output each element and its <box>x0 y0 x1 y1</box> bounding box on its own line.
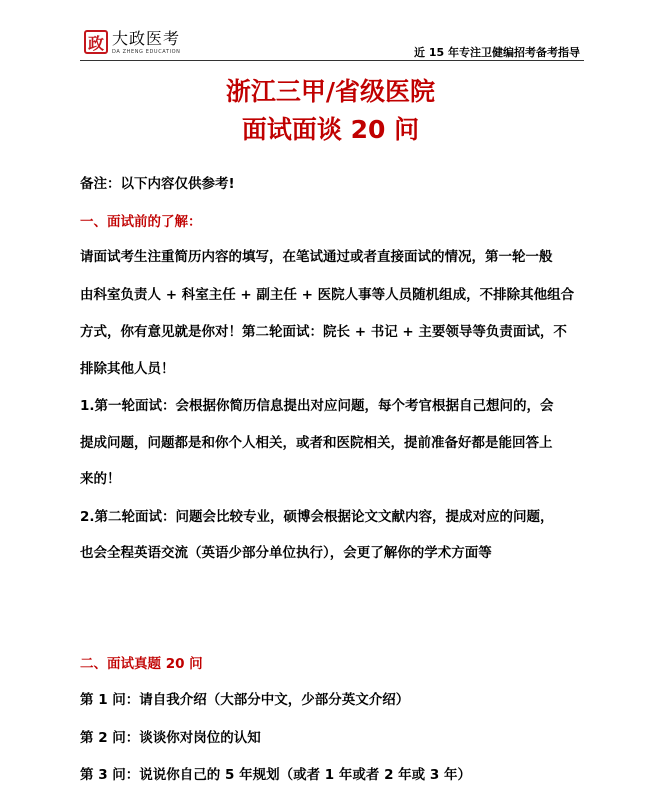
question-1: 第 1 问：请自我介绍（大部分中文，少部分英文介绍） <box>80 692 410 708</box>
document-subtitle: 面试面谈 20 问 <box>241 115 420 144</box>
paragraph-3-line-2: 也会全程英语交流（英语少部分单位执行），会更了解你的学术方面等 <box>80 545 492 561</box>
paragraph-2-line-1: 1.第一轮面试：会根据你简历信息提出对应问题，每个考官根据自己想问的，会 <box>80 398 554 414</box>
logo-mark-icon: 政 <box>84 30 108 54</box>
note-text: 备注：以下内容仅供参考! <box>80 176 235 192</box>
logo-text <box>112 30 181 56</box>
document-title: 浙江三甲/省级医院 <box>225 77 436 106</box>
paragraph-2-line-2: 提成问题，问题都是和你个人相关，或者和医院相关，提前准备好都是能回答上 <box>80 435 553 451</box>
section-heading-2: 二、面试真题 20 问 <box>80 656 203 672</box>
paragraph-2-line-3: 来的！ <box>80 471 121 487</box>
paragraph-1-line-4: 排除其他人员！ <box>80 361 175 377</box>
logo-name: 大政医考 <box>112 29 181 48</box>
header-tagline: 近 15 年专注卫健编招考备考指导 <box>414 46 580 59</box>
section-heading-1: 一、面试前的了解： <box>80 214 202 230</box>
page-header <box>0 0 661 62</box>
paragraph-1-line-2: 由科室负责人 + 科室主任 + 副主任 + 医院人事等人员随机组成，不排除其他组合 <box>80 287 575 303</box>
paragraph-1-line-3: 方式，你有意见就是你对！第二轮面试：院长 + 书记 + 主要领导等负责面试，不 <box>80 324 567 340</box>
brand-logo <box>84 30 181 56</box>
paragraph-3-line-1: 2.第二轮面试：问题会比较专业，硕博会根据论文文献内容，提成对应的问题， <box>80 509 554 525</box>
question-2: 第 2 问：谈谈你对岗位的认知 <box>80 730 261 746</box>
logo-english: DA ZHENG EDUCATION <box>112 49 181 55</box>
question-3: 第 3 问：说说你自己的 5 年规划（或者 1 年或者 2 年或 3 年） <box>80 767 471 783</box>
header-divider <box>80 60 584 61</box>
paragraph-1-line-1: 请面试考生注重简历内容的填写，在笔试通过或者直接面试的情况，第一轮一般 <box>80 249 553 265</box>
